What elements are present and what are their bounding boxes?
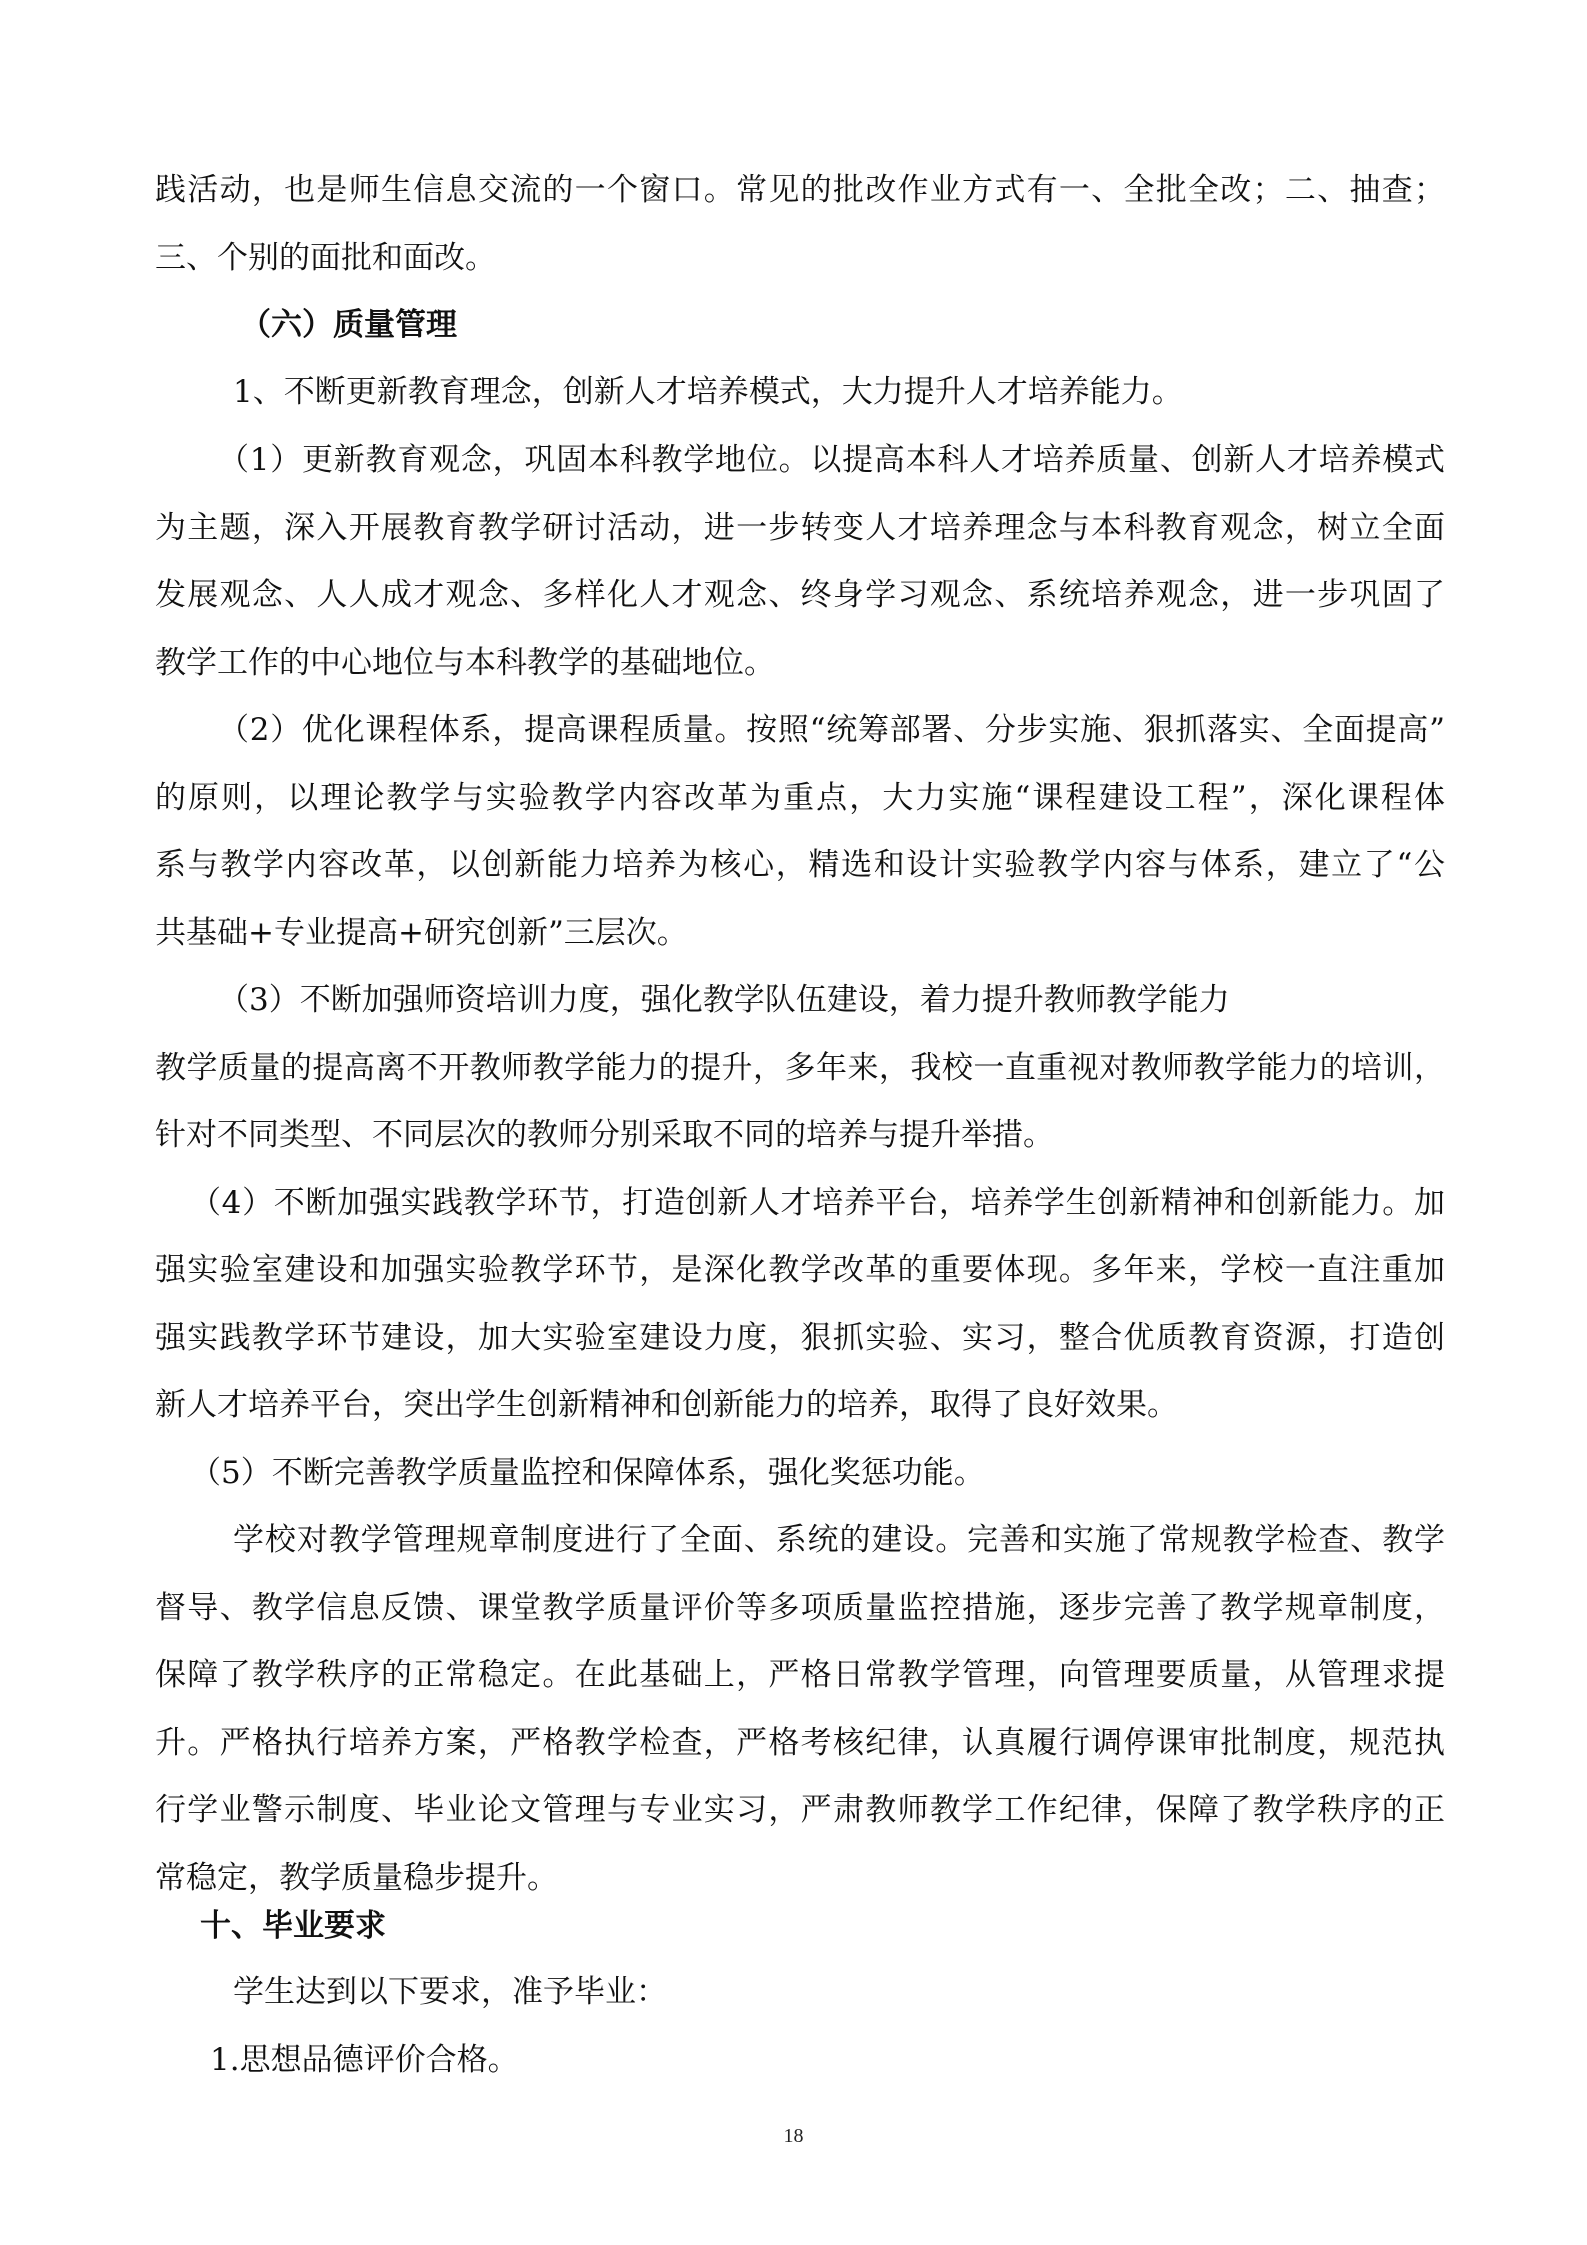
section-heading: 十、毕业要求 — [200, 1908, 386, 1944]
paragraph-line: 教学工作的中心地位与本科教学的基础地位。 — [155, 645, 775, 681]
paragraph-line: 三、个别的面批和面改。 — [155, 240, 496, 276]
paragraph-line: 教学质量的提高离不开教师教学能力的提升，多年来，我校一直重视对教师教学能力的培训， — [155, 1050, 1445, 1086]
paragraph-line: 行学业警示制度、毕业论文管理与专业实习，严肃教师教学工作纪律，保障了教学秩序的正 — [155, 1792, 1445, 1828]
paragraph-line: 为主题，深入开展教育教学研讨活动，进一步转变人才培养理念与本科教育观念，树立全面 — [155, 510, 1445, 546]
paragraph-line: （3）不断加强师资培训力度，强化教学队伍建设，着力提升教师教学能力 — [218, 982, 1230, 1018]
page-number: 18 — [783, 2125, 804, 2147]
paragraph-line: 保障了教学秩序的正常稳定。在此基础上，严格日常教学管理，向管理要质量，从管理求提 — [155, 1657, 1445, 1693]
section-heading: （六）质量管理 — [240, 307, 457, 343]
paragraph-line: 1.思想品德评价合格。 — [210, 2042, 519, 2078]
paragraph-line: （4）不断加强实践教学环节，打造创新人才培养平台，培养学生创新精神和创新能力。加 — [190, 1185, 1445, 1221]
paragraph-line: 发展观念、人人成才观念、多样化人才观念、终身学习观念、系统培养观念，进一步巩固了 — [155, 577, 1445, 613]
paragraph-line: 学生达到以下要求，准予毕业： — [233, 1974, 667, 2010]
paragraph-line: 新人才培养平台，突出学生创新精神和创新能力的培养，取得了良好效果。 — [155, 1387, 1178, 1423]
paragraph-line: （1）更新教育观念，巩固本科教学地位。以提高本科人才培养质量、创新人才培养模式 — [218, 442, 1445, 478]
paragraph-line: 强实践教学环节建设，加大实验室建设力度，狠抓实验、实习，整合优质教育资源，打造创 — [155, 1320, 1445, 1356]
paragraph-line: 强实验室建设和加强实验教学环节，是深化教学改革的重要体现。多年来，学校一直注重加 — [155, 1252, 1445, 1288]
paragraph-line: 督导、教学信息反馈、课堂教学质量评价等多项质量监控措施，逐步完善了教学规章制度， — [155, 1590, 1445, 1626]
paragraph-line: 针对不同类型、不同层次的教师分别采取不同的培养与提升举措。 — [155, 1117, 1054, 1153]
paragraph-line: 1、不断更新教育理念，创新人才培养模式，大力提升人才培养能力。 — [233, 374, 1183, 410]
paragraph-line: 系与教学内容改革，以创新能力培养为核心，精选和设计实验教学内容与体系，建立了“公 — [155, 847, 1445, 883]
paragraph-line: 升。严格执行培养方案，严格教学检查，严格考核纪律，认真履行调停课审批制度，规范执 — [155, 1725, 1445, 1761]
paragraph-line: （2）优化课程体系，提高课程质量。按照“统筹部署、分步实施、狠抓落实、全面提高” — [218, 712, 1445, 748]
paragraph-line: 常稳定，教学质量稳步提升。 — [155, 1860, 558, 1896]
paragraph-line: 学校对教学管理规章制度进行了全面、系统的建设。完善和实施了常规教学检查、教学 — [233, 1522, 1445, 1558]
paragraph-line: 的原则，以理论教学与实验教学内容改革为重点，大力实施“课程建设工程”，深化课程体 — [155, 780, 1445, 816]
paragraph-line: 践活动，也是师生信息交流的一个窗口。常见的批改作业方式有一、全批全改；二、抽查； — [155, 172, 1445, 208]
paragraph-line: （5）不断完善教学质量监控和保障体系，强化奖惩功能。 — [190, 1455, 985, 1491]
paragraph-line: 共基础+专业提高+研究创新”三层次。 — [155, 915, 688, 951]
